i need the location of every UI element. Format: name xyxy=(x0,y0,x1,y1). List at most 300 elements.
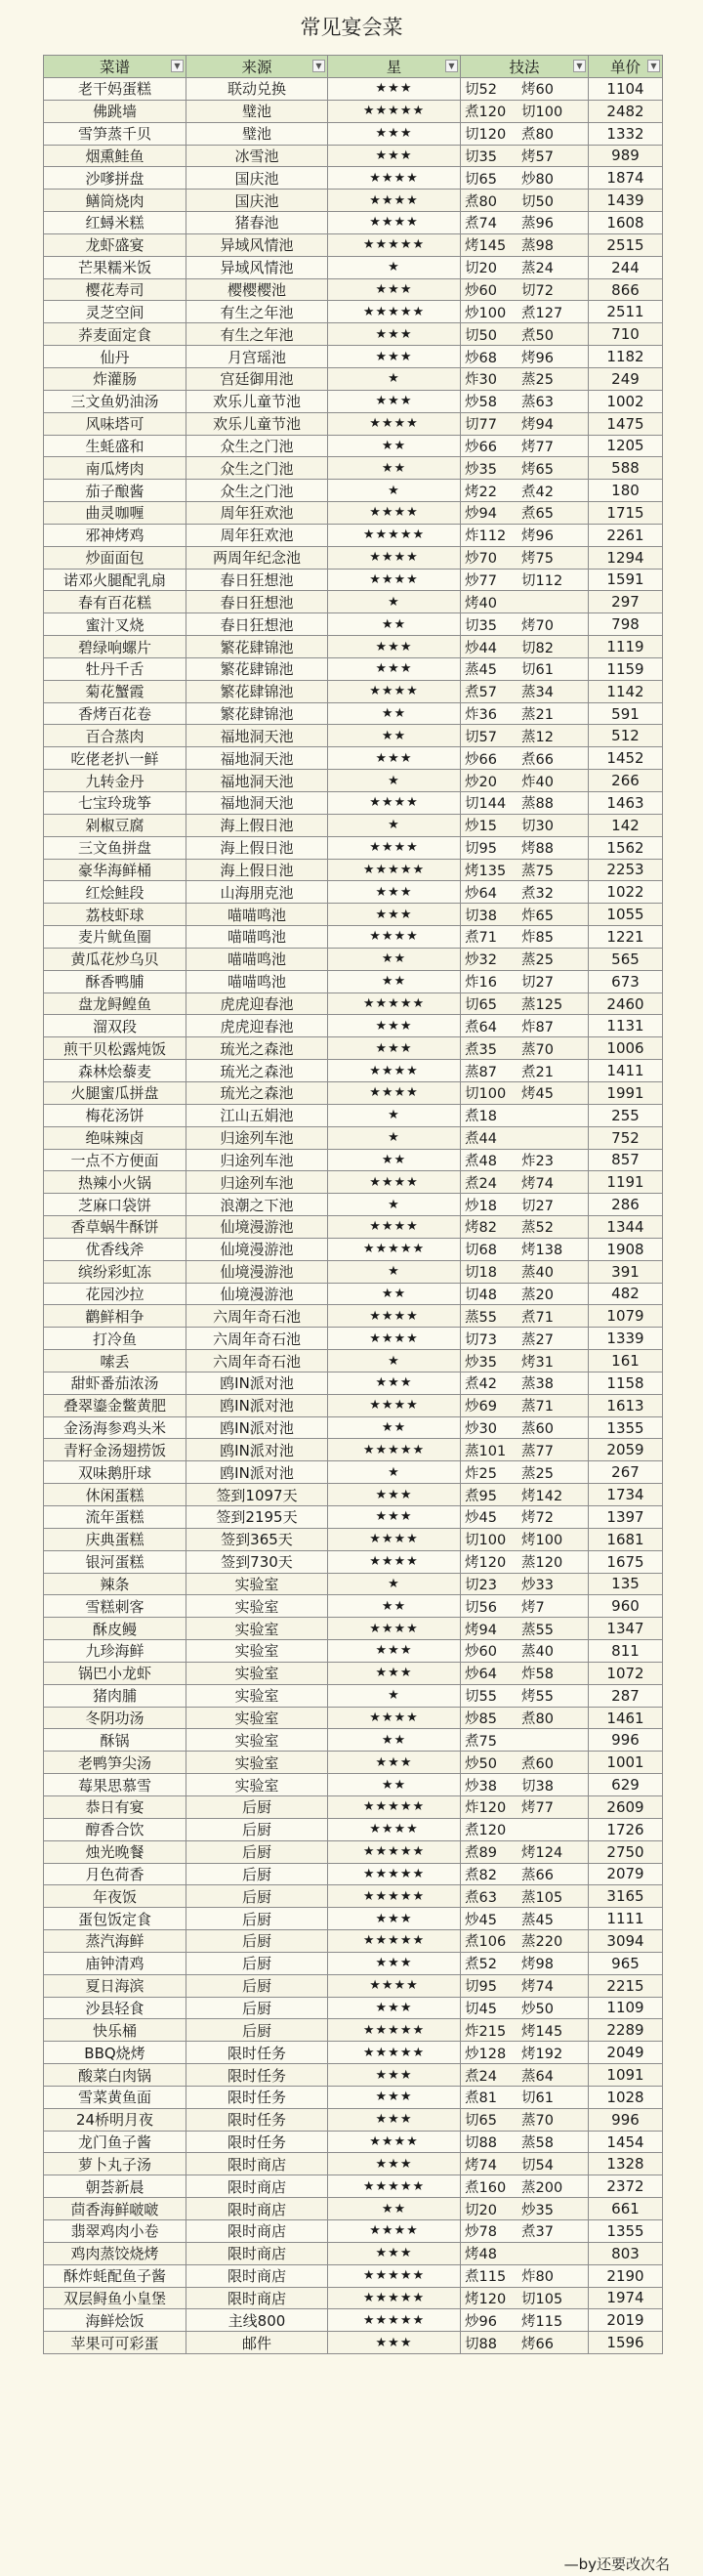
technique-secondary: 蒸38 xyxy=(521,1376,554,1393)
star-rating-cell: ★★★ xyxy=(328,346,461,368)
star-rating-cell: ★★ xyxy=(328,948,461,970)
recipe-name-cell: 醇香合饮 xyxy=(44,1818,186,1840)
technique-primary: 炸30 xyxy=(465,372,497,389)
table-row xyxy=(44,1752,663,1774)
technique-cell xyxy=(461,1015,589,1037)
source-cell: 众生之门池 xyxy=(186,480,328,502)
technique-primary: 煮75 xyxy=(465,1733,497,1750)
source-cell: 山海朋克池 xyxy=(186,881,328,904)
star-rating-cell: ★★★★★ xyxy=(328,1930,461,1953)
technique-secondary: 烤66 xyxy=(521,2336,554,2352)
price-cell: 2372 xyxy=(589,2175,663,2198)
technique-primary: 炸36 xyxy=(465,707,497,724)
technique-primary: 烤120 xyxy=(465,2291,507,2307)
technique-cell xyxy=(461,1394,589,1416)
recipe-name-cell: 年夜饭 xyxy=(44,1885,186,1908)
recipe-name-cell: 梅花汤饼 xyxy=(44,1104,186,1126)
recipe-name-cell: 七宝玲珑筝 xyxy=(44,792,186,815)
technique-cell xyxy=(461,1952,589,1974)
recipe-name-cell: 芝麻口袋饼 xyxy=(44,1194,186,1216)
technique-primary: 煮81 xyxy=(465,2090,497,2107)
source-cell: 限时任务 xyxy=(186,2064,328,2087)
table-row xyxy=(44,1974,663,1997)
technique-primary: 炒70 xyxy=(465,551,497,568)
price-cell: 1439 xyxy=(589,190,663,212)
technique-primary: 炒96 xyxy=(465,2313,497,2330)
table-row xyxy=(44,1238,663,1260)
table-row xyxy=(44,122,663,145)
recipe-name-cell: 辣条 xyxy=(44,1573,186,1595)
technique-primary: 炒94 xyxy=(465,506,497,523)
table-row xyxy=(44,1216,663,1239)
price-cell: 2515 xyxy=(589,233,663,256)
technique-cell xyxy=(461,569,589,591)
price-cell: 135 xyxy=(589,1573,663,1595)
filter-dropdown-icon[interactable]: ▼ xyxy=(647,60,660,72)
star-rating-cell: ★★★★★ xyxy=(328,1439,461,1461)
price-cell: 1908 xyxy=(589,1238,663,1260)
star-rating-cell: ★★★ xyxy=(328,1037,461,1060)
price-cell: 2289 xyxy=(589,2019,663,2042)
price-cell: 1452 xyxy=(589,747,663,770)
technique-primary: 煮74 xyxy=(465,216,497,232)
technique-cell xyxy=(461,435,589,457)
technique-secondary: 蒸88 xyxy=(521,796,554,813)
source-cell: 六周年奇石池 xyxy=(186,1305,328,1328)
source-cell: 喵喵鸣池 xyxy=(186,970,328,992)
technique-primary: 烤94 xyxy=(465,1622,497,1638)
star-rating-cell: ★★★★★ xyxy=(328,2264,461,2287)
technique-cell xyxy=(461,122,589,145)
source-cell: 仙境漫游池 xyxy=(186,1283,328,1305)
source-cell: 有生之年池 xyxy=(186,323,328,346)
technique-primary: 切88 xyxy=(465,2336,497,2352)
table-row xyxy=(44,1060,663,1082)
technique-primary: 烤82 xyxy=(465,1220,497,1237)
star-rating-cell: ★★ xyxy=(328,725,461,747)
table-row xyxy=(44,1260,663,1283)
table-row xyxy=(44,2287,663,2309)
table-row xyxy=(44,323,663,346)
technique-primary: 切88 xyxy=(465,2135,497,2152)
technique-cell xyxy=(461,1795,589,1818)
technique-cell xyxy=(461,1908,589,1930)
table-row xyxy=(44,970,663,992)
price-cell: 588 xyxy=(589,457,663,480)
technique-primary: 切68 xyxy=(465,1243,497,1259)
technique-primary: 炒100 xyxy=(465,305,507,321)
recipe-name-cell: 庙钟清鸡 xyxy=(44,1952,186,1974)
recipe-name-cell: 沙县轻食 xyxy=(44,1997,186,2019)
source-cell: 后厨 xyxy=(186,1974,328,1997)
technique-cell xyxy=(461,1573,589,1595)
technique-cell xyxy=(461,367,589,390)
technique-cell xyxy=(461,1618,589,1640)
source-cell: 联动兑换 xyxy=(186,78,328,101)
source-cell: 后厨 xyxy=(186,1997,328,2019)
technique-secondary: 切105 xyxy=(521,2291,563,2307)
technique-primary: 切144 xyxy=(465,796,507,813)
recipe-name-cell: 牡丹千舌 xyxy=(44,657,186,680)
table-row xyxy=(44,390,663,412)
price-cell: 710 xyxy=(589,323,663,346)
source-cell: 归途列车池 xyxy=(186,1126,328,1149)
source-cell: 鸥IN派对池 xyxy=(186,1372,328,1394)
technique-cell xyxy=(461,2153,589,2175)
technique-secondary: 蒸125 xyxy=(521,997,563,1014)
technique-secondary: 蒸96 xyxy=(521,216,554,232)
technique-cell xyxy=(461,1081,589,1104)
technique-secondary: 煮32 xyxy=(521,885,554,902)
technique-secondary: 蒸71 xyxy=(521,1399,554,1415)
technique-primary: 切100 xyxy=(465,1086,507,1103)
star-rating-cell: ★★★ xyxy=(328,1908,461,1930)
technique-secondary: 蒸40 xyxy=(521,1644,554,1661)
source-cell: 主线800 xyxy=(186,2309,328,2332)
price-cell: 1079 xyxy=(589,1305,663,1328)
star-rating-cell: ★★★ xyxy=(328,636,461,658)
technique-primary: 煮120 xyxy=(465,105,507,121)
technique-cell xyxy=(461,2086,589,2108)
star-rating-cell: ★★★★ xyxy=(328,212,461,234)
technique-secondary: 蒸24 xyxy=(521,261,554,277)
recipe-name-cell: 热辣小火锅 xyxy=(44,1171,186,1194)
table-row xyxy=(44,256,663,278)
header-source xyxy=(186,56,328,78)
star-rating-cell: ★★★ xyxy=(328,78,461,101)
source-cell: 璧池 xyxy=(186,100,328,122)
table-row xyxy=(44,2153,663,2175)
price-cell: 1344 xyxy=(589,1216,663,1239)
technique-primary: 切55 xyxy=(465,1689,497,1706)
source-cell: 繁花肆锦池 xyxy=(186,680,328,702)
price-cell: 798 xyxy=(589,613,663,636)
price-cell: 287 xyxy=(589,1684,663,1707)
technique-cell xyxy=(461,301,589,323)
technique-cell xyxy=(461,1372,589,1394)
star-rating-cell: ★★★★★ xyxy=(328,992,461,1015)
technique-primary: 煮64 xyxy=(465,1019,497,1035)
table-row xyxy=(44,1461,663,1484)
table-row xyxy=(44,1372,663,1394)
table-header-row xyxy=(44,56,663,78)
star-rating-cell: ★★★★ xyxy=(328,190,461,212)
star-rating-cell: ★★★★ xyxy=(328,1216,461,1239)
technique-secondary: 切27 xyxy=(521,1198,554,1214)
technique-secondary: 蒸77 xyxy=(521,1443,554,1459)
price-cell: 1332 xyxy=(589,122,663,145)
technique-cell xyxy=(461,1729,589,1752)
technique-cell xyxy=(461,1974,589,1997)
star-rating-cell: ★★★ xyxy=(328,145,461,167)
table-row xyxy=(44,881,663,904)
technique-primary: 煮63 xyxy=(465,1889,497,1906)
table-row xyxy=(44,1439,663,1461)
source-cell: 后厨 xyxy=(186,1795,328,1818)
source-cell: 签到2195天 xyxy=(186,1506,328,1529)
technique-primary: 切48 xyxy=(465,1287,497,1303)
recipe-name-cell: 雪糕刺客 xyxy=(44,1595,186,1618)
technique-primary: 切52 xyxy=(465,82,497,99)
price-cell: 1104 xyxy=(589,78,663,101)
recipe-name-cell: 海鲜烩饭 xyxy=(44,2309,186,2332)
technique-primary: 切23 xyxy=(465,1577,497,1593)
technique-primary: 切38 xyxy=(465,908,497,924)
price-cell: 1596 xyxy=(589,2332,663,2354)
recipe-name-cell: 三文鱼拼盘 xyxy=(44,836,186,859)
source-cell: 归途列车池 xyxy=(186,1149,328,1171)
star-rating-cell: ★ xyxy=(328,367,461,390)
recipe-name-cell: 龙门鱼子酱 xyxy=(44,2131,186,2153)
technique-cell xyxy=(461,1328,589,1350)
star-rating-cell: ★★★★ xyxy=(328,1618,461,1640)
recipe-name-cell: 酥锅 xyxy=(44,1729,186,1752)
star-rating-cell: ★★★★ xyxy=(328,1328,461,1350)
filter-dropdown-icon[interactable]: ▼ xyxy=(445,60,458,72)
star-rating-cell: ★★★★★ xyxy=(328,859,461,881)
star-rating-cell: ★★★★★ xyxy=(328,524,461,546)
star-rating-cell: ★ xyxy=(328,1126,461,1149)
recipe-name-cell: 红蟳米糕 xyxy=(44,212,186,234)
technique-cell xyxy=(461,770,589,792)
price-cell: 1613 xyxy=(589,1394,663,1416)
price-cell: 1119 xyxy=(589,636,663,658)
source-cell: 限时任务 xyxy=(186,2131,328,2153)
technique-primary: 烤48 xyxy=(465,2247,497,2263)
star-rating-cell: ★ xyxy=(328,1104,461,1126)
technique-primary: 煮82 xyxy=(465,1867,497,1883)
recipe-name-cell: 冬阴功汤 xyxy=(44,1707,186,1729)
table-row xyxy=(44,480,663,502)
header-label: 技法 xyxy=(509,59,540,76)
technique-cell xyxy=(461,680,589,702)
price-cell: 286 xyxy=(589,1194,663,1216)
technique-primary: 蒸45 xyxy=(465,662,497,679)
technique-primary: 炒66 xyxy=(465,439,497,455)
source-cell: 海上假日池 xyxy=(186,836,328,859)
source-cell: 限时商店 xyxy=(186,2220,328,2243)
technique-primary: 烤74 xyxy=(465,2157,497,2174)
source-cell: 后厨 xyxy=(186,1840,328,1863)
table-row xyxy=(44,836,663,859)
technique-secondary: 烤98 xyxy=(521,1957,554,1973)
technique-primary: 蒸55 xyxy=(465,1309,497,1326)
price-cell: 1191 xyxy=(589,1171,663,1194)
source-cell: 春日狂想池 xyxy=(186,613,328,636)
source-cell: 实验室 xyxy=(186,1729,328,1752)
table-row xyxy=(44,100,663,122)
technique-secondary: 炸80 xyxy=(521,2269,554,2286)
table-row xyxy=(44,1930,663,1953)
technique-cell xyxy=(461,657,589,680)
recipe-name-cell: 打冷鱼 xyxy=(44,1328,186,1350)
recipe-name-cell: 荔枝虾球 xyxy=(44,904,186,926)
source-cell: 欢乐儿童节池 xyxy=(186,390,328,412)
price-cell: 1158 xyxy=(589,1372,663,1394)
technique-secondary: 炸65 xyxy=(521,908,554,924)
table-row xyxy=(44,992,663,1015)
price-cell: 1874 xyxy=(589,167,663,190)
technique-cell xyxy=(461,1416,589,1439)
source-cell: 浪潮之下池 xyxy=(186,1194,328,1216)
table-row xyxy=(44,367,663,390)
table-row xyxy=(44,1774,663,1796)
header-price xyxy=(589,56,663,78)
recipe-name-cell: 南瓜烤肉 xyxy=(44,457,186,480)
technique-secondary: 蒸25 xyxy=(521,372,554,389)
star-rating-cell: ★★★ xyxy=(328,747,461,770)
technique-cell xyxy=(461,836,589,859)
source-cell: 后厨 xyxy=(186,1818,328,1840)
source-cell: 欢乐儿童节池 xyxy=(186,412,328,435)
star-rating-cell: ★ xyxy=(328,1684,461,1707)
technique-secondary: 炸87 xyxy=(521,1019,554,1035)
technique-primary: 炒15 xyxy=(465,819,497,835)
technique-cell xyxy=(461,1484,589,1506)
star-rating-cell: ★★ xyxy=(328,1149,461,1171)
technique-primary: 蒸101 xyxy=(465,1443,507,1459)
table-row xyxy=(44,1149,663,1171)
technique-secondary: 切112 xyxy=(521,572,563,589)
technique-secondary: 蒸21 xyxy=(521,707,554,724)
technique-primary: 切100 xyxy=(465,1533,507,1549)
recipe-name-cell: 炒面面包 xyxy=(44,546,186,569)
price-cell: 1159 xyxy=(589,657,663,680)
source-cell: 琉光之森池 xyxy=(186,1037,328,1060)
filter-dropdown-icon[interactable]: ▼ xyxy=(573,60,586,72)
recipe-name-cell: BBQ烧烤 xyxy=(44,2042,186,2064)
filter-dropdown-icon[interactable]: ▼ xyxy=(171,60,184,72)
recipe-name-cell: 百合蒸肉 xyxy=(44,725,186,747)
technique-secondary: 切61 xyxy=(521,2090,554,2107)
filter-dropdown-icon[interactable]: ▼ xyxy=(312,60,325,72)
table-row xyxy=(44,1194,663,1216)
price-cell: 803 xyxy=(589,2242,663,2264)
recipe-name-cell: 雪笋蒸千贝 xyxy=(44,122,186,145)
star-rating-cell: ★ xyxy=(328,1573,461,1595)
table-row xyxy=(44,2264,663,2287)
header-technique xyxy=(461,56,589,78)
table-row xyxy=(44,1618,663,1640)
technique-secondary: 烤72 xyxy=(521,1510,554,1527)
technique-cell xyxy=(461,1260,589,1283)
source-cell: 异域风情池 xyxy=(186,256,328,278)
page-title: 常见宴会菜 xyxy=(300,16,403,39)
technique-secondary: 烤142 xyxy=(521,1488,563,1504)
star-rating-cell: ★★★★ xyxy=(328,1818,461,1840)
star-rating-cell: ★★ xyxy=(328,2198,461,2220)
technique-cell xyxy=(461,2019,589,2042)
price-cell: 142 xyxy=(589,814,663,836)
price-cell: 3094 xyxy=(589,1930,663,1953)
star-rating-cell: ★★★★★ xyxy=(328,233,461,256)
technique-secondary: 烤70 xyxy=(521,617,554,634)
technique-cell xyxy=(461,1037,589,1060)
source-cell: 喵喵鸣池 xyxy=(186,948,328,970)
recipe-name-cell: 麦片鱿鱼圈 xyxy=(44,926,186,949)
technique-cell xyxy=(461,1104,589,1126)
recipe-name-cell: 休闲蛋糕 xyxy=(44,1484,186,1506)
source-cell: 后厨 xyxy=(186,1952,328,1974)
technique-cell xyxy=(461,725,589,747)
source-cell: 周年狂欢池 xyxy=(186,502,328,525)
star-rating-cell: ★ xyxy=(328,480,461,502)
technique-cell xyxy=(461,1149,589,1171)
technique-secondary: 炒33 xyxy=(521,1577,554,1593)
source-cell: 签到730天 xyxy=(186,1550,328,1573)
technique-cell xyxy=(461,1126,589,1149)
technique-cell xyxy=(461,2198,589,2220)
technique-secondary: 烤124 xyxy=(521,1845,563,1862)
table-row xyxy=(44,792,663,815)
technique-primary: 煮52 xyxy=(465,1957,497,1973)
price-cell: 1142 xyxy=(589,680,663,702)
technique-cell xyxy=(461,524,589,546)
source-cell: 福地洞天池 xyxy=(186,770,328,792)
technique-secondary: 蒸98 xyxy=(521,238,554,255)
star-rating-cell: ★★★★ xyxy=(328,2220,461,2243)
technique-cell xyxy=(461,2264,589,2287)
technique-secondary: 煮66 xyxy=(521,751,554,768)
recipe-name-cell: 邪神烤鸡 xyxy=(44,524,186,546)
table-row xyxy=(44,1506,663,1529)
technique-secondary: 切72 xyxy=(521,283,554,300)
price-cell: 1355 xyxy=(589,2220,663,2243)
technique-primary: 烤120 xyxy=(465,1555,507,1572)
source-cell: 鸥IN派对池 xyxy=(186,1461,328,1484)
source-cell: 后厨 xyxy=(186,1908,328,1930)
technique-cell xyxy=(461,100,589,122)
table-row xyxy=(44,926,663,949)
price-cell: 661 xyxy=(589,2198,663,2220)
technique-secondary: 蒸55 xyxy=(521,1622,554,1638)
price-cell: 960 xyxy=(589,1595,663,1618)
source-cell: 实验室 xyxy=(186,1573,328,1595)
star-rating-cell: ★ xyxy=(328,1350,461,1372)
star-rating-cell: ★★★★ xyxy=(328,836,461,859)
star-rating-cell: ★★★ xyxy=(328,904,461,926)
price-cell: 255 xyxy=(589,1104,663,1126)
source-cell: 签到1097天 xyxy=(186,1484,328,1506)
banquet-table xyxy=(43,55,663,2354)
header-stars xyxy=(328,56,461,78)
table-row xyxy=(44,1328,663,1350)
technique-primary: 煮71 xyxy=(465,930,497,947)
star-rating-cell: ★★★★★ xyxy=(328,100,461,122)
price-cell: 1002 xyxy=(589,390,663,412)
table-row xyxy=(44,524,663,546)
technique-secondary: 炸85 xyxy=(521,930,554,947)
table-row xyxy=(44,1528,663,1550)
star-rating-cell: ★★★★ xyxy=(328,546,461,569)
star-rating-cell: ★ xyxy=(328,1461,461,1484)
recipe-name-cell: 仙丹 xyxy=(44,346,186,368)
technique-primary: 炒66 xyxy=(465,751,497,768)
price-cell: 857 xyxy=(589,1149,663,1171)
price-cell: 1001 xyxy=(589,1752,663,1774)
table-row xyxy=(44,1104,663,1126)
table-row xyxy=(44,1863,663,1885)
price-cell: 1454 xyxy=(589,2131,663,2153)
recipe-name-cell: 夏日海滨 xyxy=(44,1974,186,1997)
star-rating-cell: ★★★★ xyxy=(328,167,461,190)
star-rating-cell: ★★★ xyxy=(328,2332,461,2354)
technique-secondary: 炸58 xyxy=(521,1667,554,1683)
table-row xyxy=(44,1394,663,1416)
source-cell: 限时商店 xyxy=(186,2287,328,2309)
table-row xyxy=(44,2064,663,2087)
recipe-name-cell: 佛跳墙 xyxy=(44,100,186,122)
